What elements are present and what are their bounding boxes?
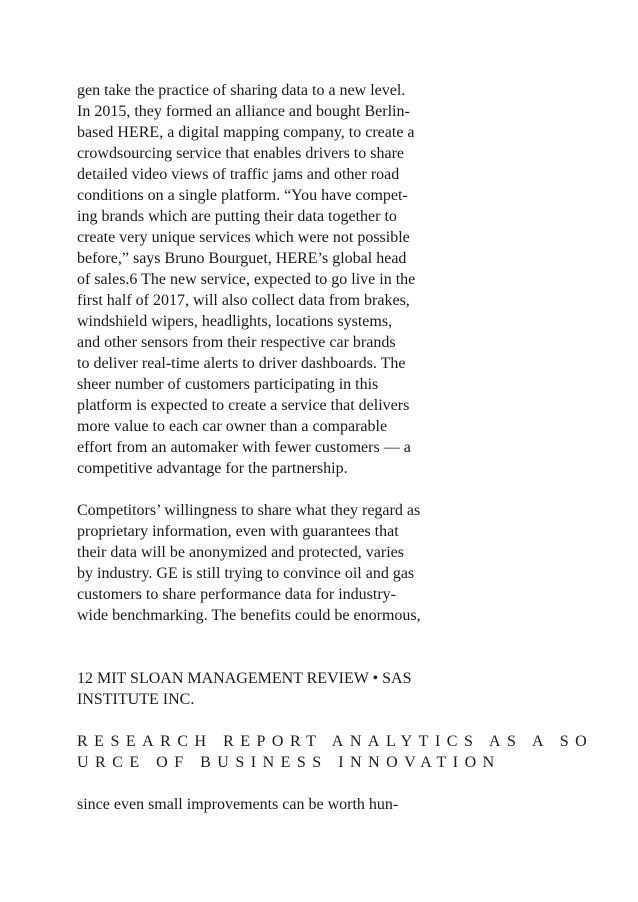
page-footer-line: 12 MIT SLOAN MANAGEMENT REVIEW • SAS <box>77 670 412 687</box>
paragraph-2-line: Competitors’ willingness to share what they regard as <box>77 502 421 519</box>
paragraph-1-line: In 2015, they formed an alliance and bought Berlin- <box>77 103 410 120</box>
paragraph-2-line: by industry. GE is still trying to convince oil and gas <box>77 565 415 582</box>
paragraph-2-line: proprietary information, even with guarantees that <box>77 523 399 540</box>
running-header-line: RESEARCH REPORT ANALYTICS AS A SO <box>77 733 594 750</box>
paragraph-1-line: effort from an automaker with fewer customers — a <box>77 439 411 456</box>
paragraph-1-line: create very unique services which were not possible <box>77 229 410 246</box>
paragraph-1-line: of sales.6 The new service, expected to go live in the <box>77 271 416 288</box>
paragraph-1-line: conditions on a single platform. “You have compet- <box>77 187 408 204</box>
paragraph-2-line: customers to share performance data for industry- <box>77 586 396 603</box>
paragraph-1-line: sheer number of customers participating in this <box>77 376 379 393</box>
paragraph-1-line: more value to each car owner than a comparable <box>77 418 388 435</box>
paragraph-1-line: ing brands which are putting their data together to <box>77 208 397 225</box>
paragraph-1-line: based HERE, a digital mapping company, to create a <box>77 124 415 141</box>
paragraph-1-line: gen take the practice of sharing data to a new level. <box>77 82 406 99</box>
paragraph-1-line: windshield wipers, headlights, locations systems, <box>77 313 393 330</box>
paragraph-1-line: detailed video views of traffic jams and other road <box>77 166 400 183</box>
paragraph-1-line: crowdsourcing service that enables drivers to share <box>77 145 404 162</box>
page-footer-line: INSTITUTE INC. <box>77 691 195 708</box>
paragraph-2-line: their data will be anonymized and protected, varies <box>77 544 404 561</box>
paragraph-1-line: first half of 2017, will also collect data from brakes, <box>77 292 410 309</box>
paragraph-1-line: before,” says Bruno Bourguet, HERE’s global head <box>77 250 407 267</box>
paragraph-2-line: wide benchmarking. The benefits could be enormous, <box>77 607 421 624</box>
paragraph-1-line: competitive advantage for the partnership. <box>77 460 348 477</box>
paragraph-1-line: to deliver real-time alerts to driver dashboards. The <box>77 355 406 372</box>
running-header-line: URCE OF BUSINESS INNOVATION <box>77 754 501 771</box>
paragraph-1-line: and other sensors from their respective car brands <box>77 334 396 351</box>
paragraph-1-line: platform is expected to create a service that delivers <box>77 397 410 414</box>
continuation-line: since even small improvements can be worth hun- <box>77 796 399 813</box>
